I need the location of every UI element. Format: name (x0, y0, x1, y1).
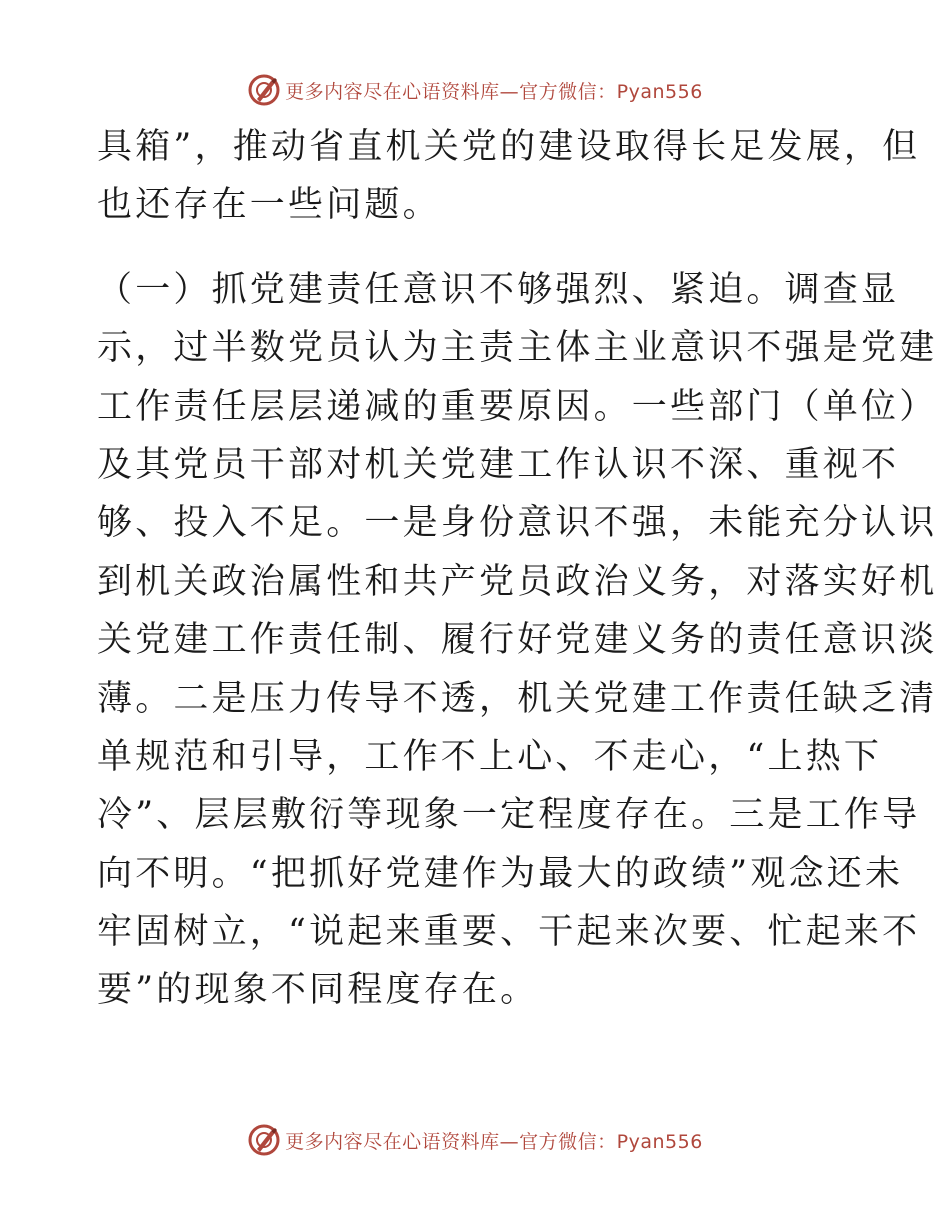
footer-watermark-banner (0, 1120, 950, 1160)
text-line: 向不明。“把抓好党建作为最大的政绩”观念还未 (97, 853, 904, 894)
document-body (97, 118, 938, 1020)
pen-logo-icon (247, 73, 281, 107)
text-line: 及其党员干部对机关党建工作认识不深、重视不 (97, 444, 900, 485)
section-heading-line: （一）抓党建责任意识不够强烈、紧迫。调查显 (97, 269, 900, 310)
text-line: 也还存在一些问题。 (97, 185, 441, 226)
watermark-text: 更多内容尽在心语资料库—官方微信：Pyan556 (285, 1130, 703, 1153)
text-line: 到机关政治属性和共产党员政治义务，对落实好机 (97, 561, 938, 602)
text-line: 关党建工作责任制、履行好党建义务的责任意识淡 (97, 620, 938, 661)
text-line: 够、投入不足。一是身份意识不强，未能充分认识 (97, 503, 938, 544)
watermark-text: 更多内容尽在心语资料库—官方微信：Pyan556 (285, 80, 703, 103)
text-line: 要”的现象不同程度存在。 (97, 970, 539, 1011)
text-line: 薄。二是压力传导不透，机关党建工作责任缺乏清 (97, 678, 938, 719)
paragraph-continuation (97, 118, 921, 235)
text-line: 具箱”，推动省直机关党的建设取得长足发展，但 (97, 127, 921, 167)
text-line: 牢固树立，“说起来重要、干起来次要、忙起来不 (97, 912, 921, 953)
paragraph-section-one (97, 261, 938, 1020)
header-watermark-banner (0, 70, 950, 110)
text-line: 示，过半数党员认为主责主体主业意识不强是党建 (97, 328, 938, 369)
text-line: 工作责任层层递减的重要原因。一些部门（单位） (97, 386, 938, 427)
text-line: 冷”、层层敷衍等现象一定程度存在。三是工作导 (97, 795, 921, 836)
text-line: 单规范和引导，工作不上心、不走心，“上热下 (97, 736, 883, 777)
pen-logo-icon (247, 1123, 281, 1157)
